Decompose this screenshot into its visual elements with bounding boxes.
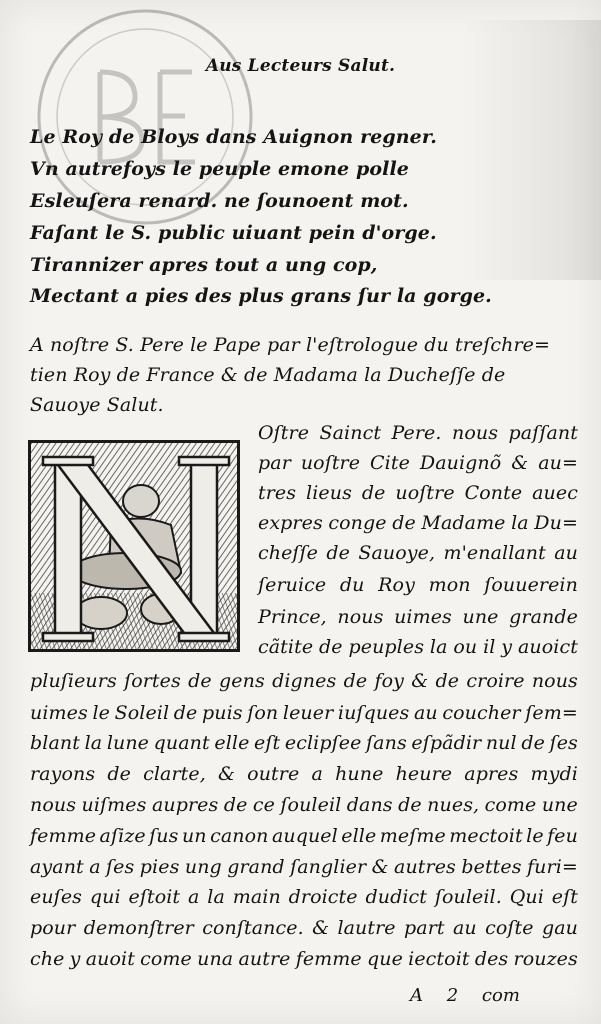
verse-line: Le Roy de Bloys dans Auignon regner. — [30, 126, 437, 148]
dedication-line: A noſtre S. Pere le Pape par l'eſtrologue du treſchre= — [30, 334, 550, 356]
page-title: Aus Lecteurs Salut. — [205, 56, 396, 76]
body-line: tres lieus de uoſtre Conte auec — [258, 482, 578, 504]
body-line: expres conge de Madame la Du= — [258, 512, 578, 534]
dedication-line: Sauoye Salut. — [30, 394, 164, 416]
body-line: blant la lune quant elle eſt eclipſee ſans eſpãdir nul de ſes — [30, 732, 578, 754]
decorated-initial — [28, 440, 240, 652]
body-line: ayant a ſes pies ung grand ſanglier & autres bettes furi= — [30, 856, 578, 878]
verse-line: Vn autrefoys le peuple emone polle — [30, 158, 409, 180]
body-line: che y auoit come una autre femme que iectoit des rouzes — [30, 948, 578, 970]
signature-mark: A 2 com — [410, 985, 520, 1006]
body-line: par uoſtre Cite Dauignõ & au= — [258, 452, 578, 474]
body-line: cheſſe de Sauoye, m'enallant au — [258, 542, 578, 564]
woodcut-illustration-icon — [31, 443, 237, 649]
body-line: pluſieurs ſortes de gens dignes de foy & de croire nous — [30, 670, 578, 692]
body-line: Oſtre Sainct Pere. nous paſſant — [258, 422, 578, 444]
body-line: cãtite de peuples la ou il y auoict — [258, 636, 578, 658]
body-line: ſeruice du Roy mon ſouuerein — [258, 574, 578, 596]
body-line: nous uiſmes aupres de ce ſouleil dans de nues, come une — [30, 794, 578, 816]
verse-line: Esleuſera renard. ne ſounoent mot. — [30, 190, 409, 212]
body-line: Prince, nous uimes une grande — [258, 606, 578, 628]
dedication-line: tien Roy de France & de Madama la Ducheſſe de — [30, 364, 506, 386]
body-line: rayons de clarte, & outre a hune heure apres mydi — [30, 763, 578, 785]
verse-line: Tirannizer apres tout a ung cop, — [30, 254, 378, 276]
body-line: euſes qui eſtoit a la main droicte dudict ſouleil. Qui eſt — [30, 886, 578, 908]
body-line: pour demonſtrer conſtance. & lautre part au coſte gau — [30, 917, 578, 939]
body-line: uimes le Soleil de puis ſon leuer iuſques au coucher ſem= — [30, 702, 578, 724]
body-line: femme aſize ſus un canon auquel elle meſme mectoit le feu — [30, 825, 578, 847]
verse-line: Faſant le S. public uiuant pein d'orge. — [30, 222, 437, 244]
verse-line: Mectant a pies des plus grans ſur la gorge. — [30, 285, 492, 307]
